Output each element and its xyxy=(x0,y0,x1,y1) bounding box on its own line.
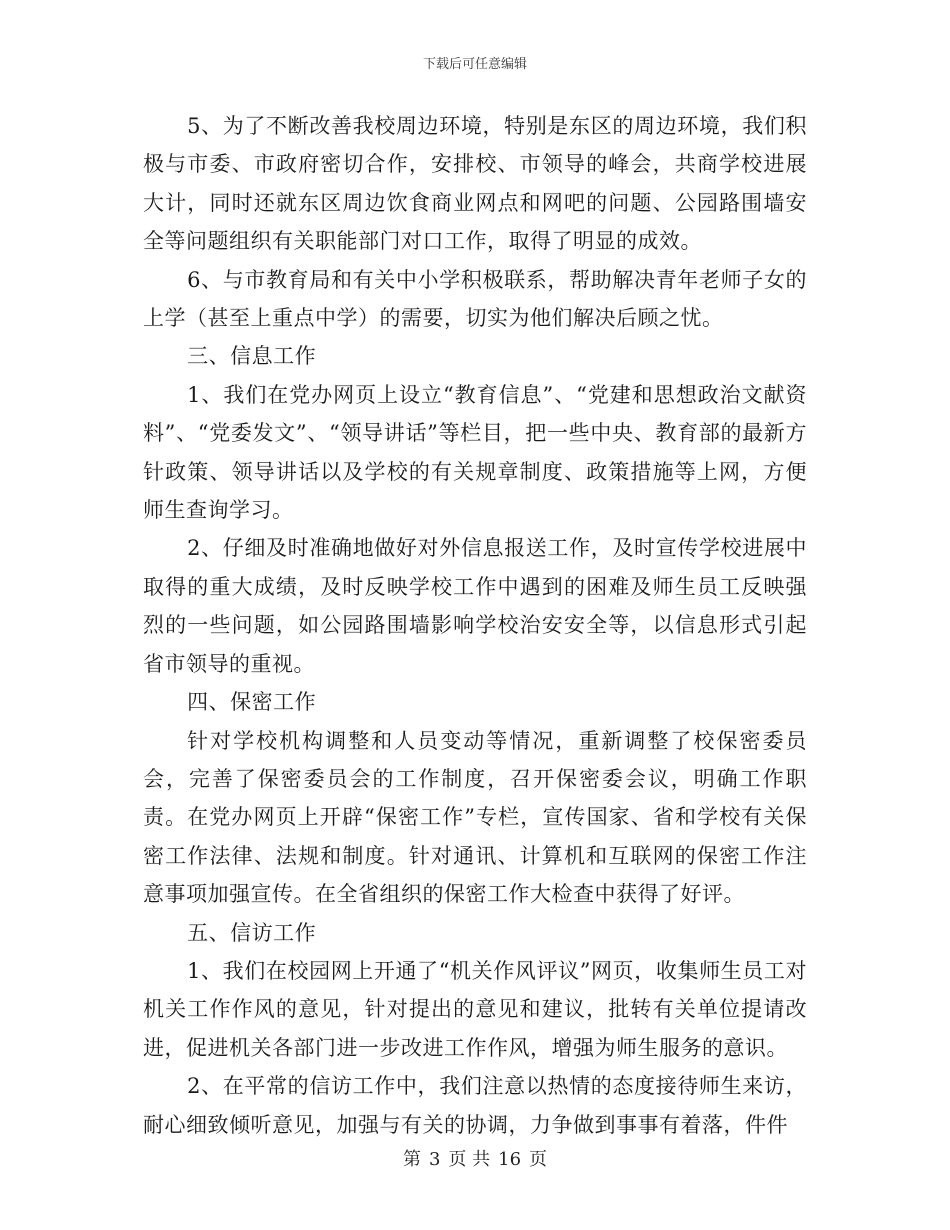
footer-current-page: 3 xyxy=(428,1149,441,1170)
paragraph-info-2: 2、仔细及时准确地做好对外信息报送工作，及时宣传学校进展中取得的重大成绩，及时反映学校工作中遇到的困难及师生员工反映强烈的一些问题，如公园路围墙影响学校治安安全等，以信息形式引起省市领导的重视。 xyxy=(143,536,807,676)
footer-middle: 页 共 xyxy=(448,1149,491,1170)
footer-total-pages: 16 xyxy=(498,1149,522,1170)
footer-suffix: 页 xyxy=(529,1149,548,1170)
paragraph-petition-2: 2、在平常的信访工作中，我们注意以热情的态度接待师生来访，耐心细致倾听意见，加强与有关的协调，力争做到事事有着落，件件 xyxy=(143,1074,807,1137)
paragraph-item-5: 5、为了不断改善我校周边环境，特别是东区的周边环境，我们积极与市委、市政府密切合作，安排校、市领导的峰会，共商学校进展大计，同时还就东区周边饮食商业网点和网吧的问题、公园路围墙安全等问题组织有关职能部门对口工作，取得了明显的成效。 xyxy=(143,114,807,254)
paragraph-item-6: 6、与市教育局和有关中小学积极联系，帮助解决青年老师子女的上学（甚至上重点中学）的需要，切实为他们解决后顾之忧。 xyxy=(143,267,807,331)
paragraph-info-1: 1、我们在党办网页上设立“教育信息”、“党建和思想政治文献资料”、“党委发文”、“领导讲话”等栏目，把一些中央、教育部的最新方针政策、领导讲话以及学校的有关规章制度、政策措施等上网，方便师生查询学习。 xyxy=(143,382,807,523)
page-number-footer xyxy=(0,1145,950,1171)
footer-prefix: 第 xyxy=(402,1149,421,1170)
paragraph-petition-1: 1、我们在校园网上开通了“机关作风评议”网页，收集师生员工对机关工作作风的意见，针对提出的意见和建议，批转有关单位提请改进，促进机关各部门进一步改进工作作风，增强为师生服务的意识。 xyxy=(143,958,807,1060)
section-heading-confidential-work: 四、保密工作 xyxy=(187,690,317,715)
section-heading-petition-work: 五、信访工作 xyxy=(187,920,317,945)
document-body xyxy=(143,107,807,1144)
paragraph-confidential: 针对学校机构调整和人员变动等情况，重新调整了校保密委员会，完善了保密委员会的工作制度，召开保密委会议，明确工作职责。在党办网页上开辟“保密工作”专栏，宣传国家、省和学校有关保密工作法律、法规和制度。针对通讯、计算机和互联网的保密工作注意事项加强宣传。在全省组织的保密工作大检查中获得了好评。 xyxy=(143,728,807,907)
page-header-note: 下载后可任意编辑 xyxy=(422,57,527,72)
section-heading-info-work: 三、信息工作 xyxy=(187,344,317,369)
